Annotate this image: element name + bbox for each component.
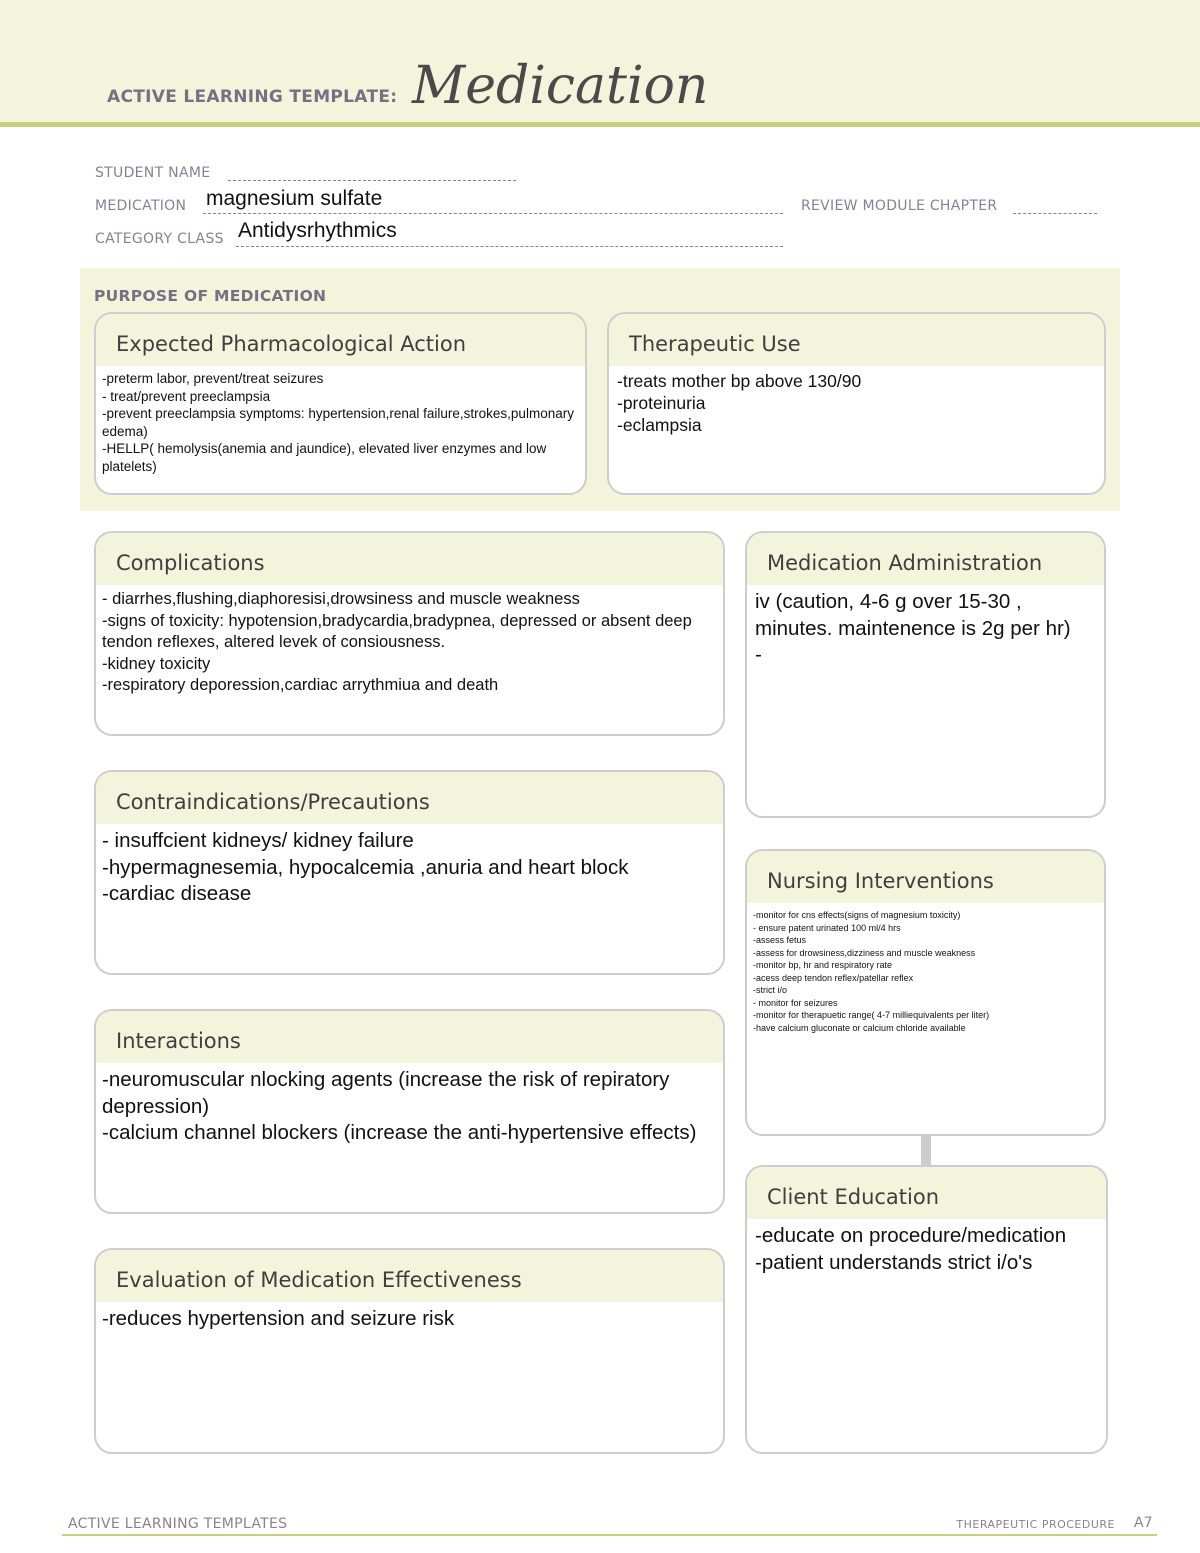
review-module-field[interactable] (1013, 213, 1097, 214)
category-class-value: Antidysrhythmics (238, 219, 397, 242)
therapeutic-use-box (607, 312, 1106, 495)
contraindications-box (94, 770, 725, 975)
expected-action-title: Expected Pharmacological Action (96, 314, 585, 366)
medication-value: magnesium sulfate (206, 187, 383, 210)
complications-title: Complications (96, 533, 723, 585)
nursing-interventions-text[interactable]: -monitor for cns effects(signs of magnesium toxicity) - ensure patent urinated 100 ml/4 hrs -assess fetus -assess for drowsiness,dizziness and muscle weakness -monitor bp, hr and respiratory rate -acess deep tendon reflex/patellar reflex -strict i/o - monitor for seizures -monitor for therapuetic range( 4-7 milliequivalents per liter) -have calcium gluconate or calcium chloride available (753, 910, 990, 1033)
nursing-interventions-title: Nursing Interventions (747, 851, 1104, 903)
interactions-text[interactable]: -neuromuscular nlocking agents (increase the risk of repiratory depression) -calcium channel blockers (increase the anti-hypertensive effects) (102, 1068, 697, 1144)
contraindications-title: Contraindications/Precautions (96, 772, 723, 824)
contraindications-text[interactable]: - insuffcient kidneys/ kidney failure -hypermagnesemia, hypocalcemia ,anuria and heart block -cardiac disease (102, 829, 629, 905)
template-label: ACTIVE LEARNING TEMPLATE: (107, 87, 398, 107)
client-education-text[interactable]: -educate on procedure/medication -patient understands strict i/o's (755, 1224, 1067, 1274)
category-class-field[interactable] (236, 246, 783, 247)
medication-administration-text[interactable]: iv (caution, 4-6 g over 15-30 , minutes. maintenence is 2g per hr) - (755, 590, 1071, 666)
interactions-box (94, 1009, 725, 1214)
evaluation-box (94, 1248, 725, 1454)
client-education-title: Client Education (747, 1167, 1106, 1219)
footer-right-label: THERAPEUTIC PROCEDURE (956, 1518, 1115, 1531)
interactions-title: Interactions (96, 1011, 723, 1063)
purpose-label: PURPOSE OF MEDICATION (94, 287, 327, 305)
page-number: A7 (1134, 1515, 1153, 1531)
review-module-label: REVIEW MODULE CHAPTER (801, 198, 998, 214)
complications-box (94, 531, 725, 736)
student-name-field[interactable] (228, 180, 516, 181)
header-rule (0, 122, 1200, 127)
therapeutic-use-title: Therapeutic Use (609, 314, 1104, 366)
connector-bar (921, 1134, 931, 1166)
therapeutic-use-text[interactable]: -treats mother bp above 130/90 -proteinuria -eclampsia (617, 371, 862, 435)
complications-text[interactable]: - diarrhes,flushing,diaphoresisi,drowsiness and muscle weakness -signs of toxicity: hypotension,bradycardia,bradypnea, depressed or absent deep tendon reflexes, altered levek of consiousness. -kidney toxicity -respiratory deporession,cardiac arrythmiua and death (102, 590, 692, 694)
client-education-box (745, 1165, 1108, 1454)
expected-action-text[interactable]: -preterm labor, prevent/treat seizures - treat/prevent preeclampsia -prevent preeclampsia symptoms: hypertension,renal failure,strokes,pulmonary edema) -HELLP( hemolysis(anemia and jaundice), elevated liver enzymes and low platelets) (102, 371, 574, 474)
medication-administration-box (745, 531, 1106, 818)
student-name-label: STUDENT NAME (95, 165, 211, 181)
nursing-interventions-box (745, 849, 1106, 1136)
medication-administration-title: Medication Administration (747, 533, 1104, 585)
medication-label: MEDICATION (95, 198, 187, 214)
footer-left-label: ACTIVE LEARNING TEMPLATES (68, 1516, 288, 1532)
category-class-label: CATEGORY CLASS (95, 231, 224, 247)
expected-action-box (94, 312, 587, 495)
footer-rule (62, 1534, 1157, 1536)
medication-field[interactable] (203, 213, 783, 214)
evaluation-title: Evaluation of Medication Effectiveness (96, 1250, 723, 1302)
page-title: Medication (412, 56, 709, 116)
evaluation-text[interactable]: -reduces hypertension and seizure risk (102, 1307, 455, 1330)
